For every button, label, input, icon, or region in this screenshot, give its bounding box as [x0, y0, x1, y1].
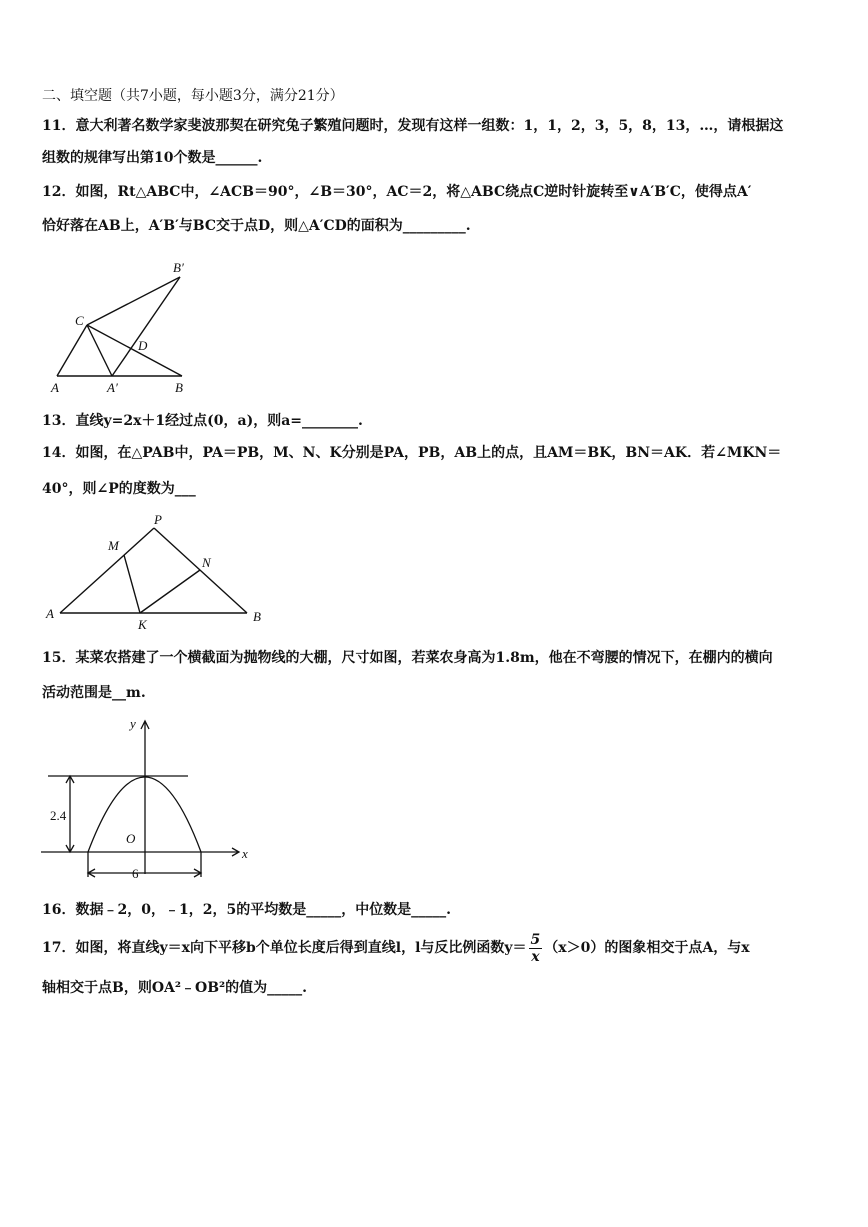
q15-label-height: 2.4 — [50, 808, 67, 823]
q17-frac-den: x — [531, 948, 540, 965]
q17-fraction — [529, 932, 543, 965]
q12-label-b: B — [175, 380, 183, 395]
q13-line1: 13．直线y=2x＋1经过点(0，a)，则a=________. — [42, 413, 363, 429]
q12-figure — [45, 255, 215, 400]
q17-line1 — [42, 930, 832, 966]
q12-label-c: C — [75, 313, 84, 328]
q15-line2: 活动范围是__m. — [42, 685, 146, 701]
q11-line1: 11．意大利著名数学家斐波那契在研究兔子繁殖问题时，发现有这样一组数：1，1，2，3，5，8，13，…，请根据这 — [42, 118, 784, 134]
q12-line2: 恰好落在AB上，A′B′与BC交于点D，则△A′CD的面积为_________. — [42, 218, 471, 234]
q15-label-y: y — [130, 716, 136, 731]
q12-label-a: A — [51, 380, 59, 395]
q14-figure — [42, 510, 272, 630]
q15-line1: 15．某菜农搭建了一个横截面为抛物线的大棚，尺寸如图，若菜农身高为1.8m，他在不弯腰的情况下，在棚内的横向 — [42, 650, 773, 666]
q14-label-b: B — [253, 609, 261, 624]
q11-line2: 组数的规律写出第10个数是______. — [42, 150, 263, 166]
q14-label-a: A — [46, 606, 54, 621]
q14-label-k: K — [138, 617, 147, 630]
q14-label-m: M — [108, 538, 119, 553]
q12-label-bprime: B′ — [173, 260, 184, 275]
q12-label-d: D — [138, 338, 148, 353]
q15-figure — [38, 712, 258, 882]
q17-line2: 轴相交于点B，则OA²﹣OB²的值为_____. — [42, 980, 308, 996]
q14-line1: 14．如图，在△PAB中，PA＝PB，M、N、K分别是PA，PB，AB上的点，且AM＝BK，BN＝AK．若∠MKN＝ — [42, 445, 782, 461]
q17-frac-num: 5 — [530, 931, 541, 948]
q17-text-b: （x＞0）的图象相交于点A，与x — [544, 940, 750, 956]
q14-label-n: N — [202, 555, 211, 570]
q12-label-aprime: A′ — [107, 380, 118, 395]
q12-line1: 12．如图，Rt△ABC中，∠ACB＝90°，∠B＝30°，AC＝2，将△ABC绕点C逆时针旋转至∨A′B′C，使得点A′ — [42, 184, 752, 200]
q16-line1: 16．数据﹣2，0，﹣1，2，5的平均数是_____，中位数是_____. — [42, 902, 452, 918]
q15-label-width: 6 — [132, 866, 139, 881]
section-title: 二、填空题（共7小题，每小题3分，满分21分） — [42, 88, 344, 104]
q14-label-p: P — [154, 512, 162, 527]
q17-text-a: 17．如图，将直线y＝x向下平移b个单位长度后得到直线l，l与反比例函数y＝ — [42, 940, 527, 956]
q15-label-x: x — [242, 846, 248, 861]
q15-label-origin: O — [126, 831, 136, 846]
q14-line2: 40°，则∠P的度数为___ — [42, 481, 196, 497]
